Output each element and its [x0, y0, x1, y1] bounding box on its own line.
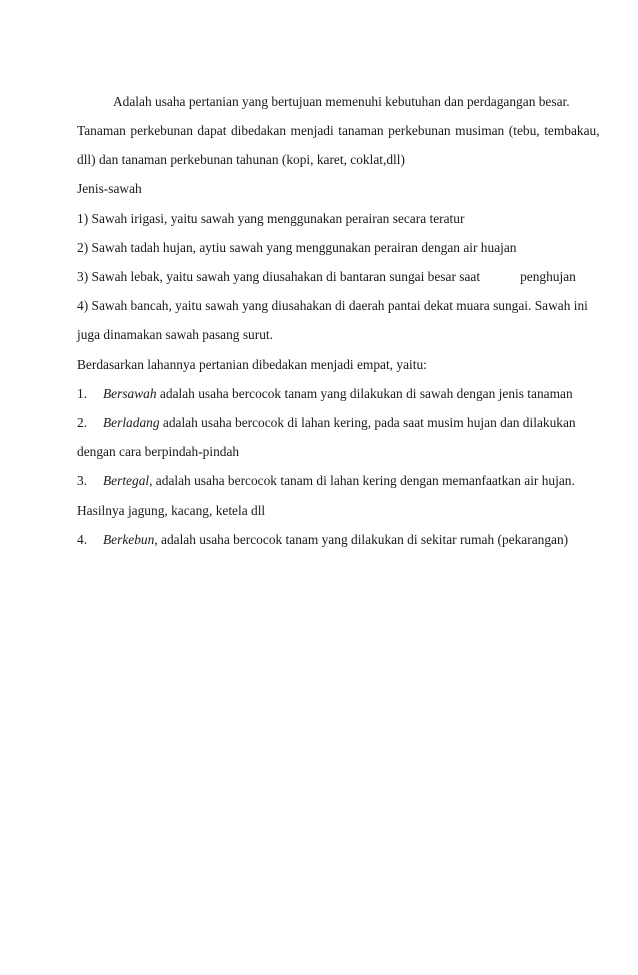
lahan-item-1-term: Bersawah [103, 386, 157, 401]
sawah-item-4-continued: juga dinamakan sawah pasang surut. [77, 327, 273, 342]
lahan-item-4 [77, 532, 567, 548]
sawah-item-1: 1) Sawah irigasi, yaitu sawah yang menggunakan perairan secara teratur [77, 211, 465, 226]
intro-paragraph-line-1: Adalah usaha pertanian yang bertujuan memenuhi kebutuhan dan perdagangan besar. [113, 94, 570, 109]
sawah-item-3-tail: penghujan [520, 269, 576, 284]
lahan-item-2-term: Berladang [103, 415, 160, 430]
lahan-item-1-number: 1. [77, 386, 88, 401]
lahan-item-3-continued: Hasilnya jagung, kacang, ketela dll [77, 503, 266, 518]
lahan-item-1 [77, 386, 573, 402]
lahan-intro: Berdasarkan lahannya pertanian dibedakan menjadi empat, yaitu: [77, 357, 427, 372]
lahan-item-1-text: adalah usaha bercocok tanam yang dilakukan di sawah dengan jenis tanaman [156, 386, 573, 401]
lahan-item-4-text: , adalah usaha bercocok tanam yang dilakukan di sekitar rumah (pekarangan) [154, 532, 569, 547]
intro-paragraph-line-2: Tanaman perkebunan dapat dibedakan menjadi tanaman perkebunan musiman (tebu, tembakau, [77, 123, 600, 138]
lahan-item-3-term: Bertegal [103, 473, 150, 488]
sawah-item-3 [77, 269, 576, 285]
lahan-item-3 [77, 473, 575, 489]
lahan-item-2-continued: dengan cara berpindah-pindah [77, 444, 240, 459]
lahan-item-3-number: 3. [77, 473, 88, 488]
intro-paragraph-line-3: dll) dan tanaman perkebunan tahunan (kopi, karet, coklat,dll) [77, 152, 405, 167]
lahan-item-4-term: Berkebun [103, 532, 155, 547]
sawah-item-3-text: 3) Sawah lebak, yaitu sawah yang diusahakan di bantaran sungai besar saat [77, 269, 481, 284]
lahan-item-2-text: adalah usaha bercocok di lahan kering, pada saat musim hujan dan dilakukan [159, 415, 576, 430]
sawah-heading: Jenis-sawah [77, 181, 142, 196]
sawah-item-4: 4) Sawah bancah, yaitu sawah yang diusahakan di daerah pantai dekat muara sungai. Sawah ini [77, 298, 588, 313]
sawah-item-2: 2) Sawah tadah hujan, aytiu sawah yang menggunakan perairan dengan air huajan [77, 240, 517, 255]
lahan-item-3-text: , adalah usaha bercocok tanam di lahan kering dengan memanfaatkan air hujan. [149, 473, 575, 488]
lahan-item-4-number: 4. [77, 532, 88, 547]
lahan-item-2 [77, 415, 576, 431]
lahan-item-2-number: 2. [77, 415, 88, 430]
